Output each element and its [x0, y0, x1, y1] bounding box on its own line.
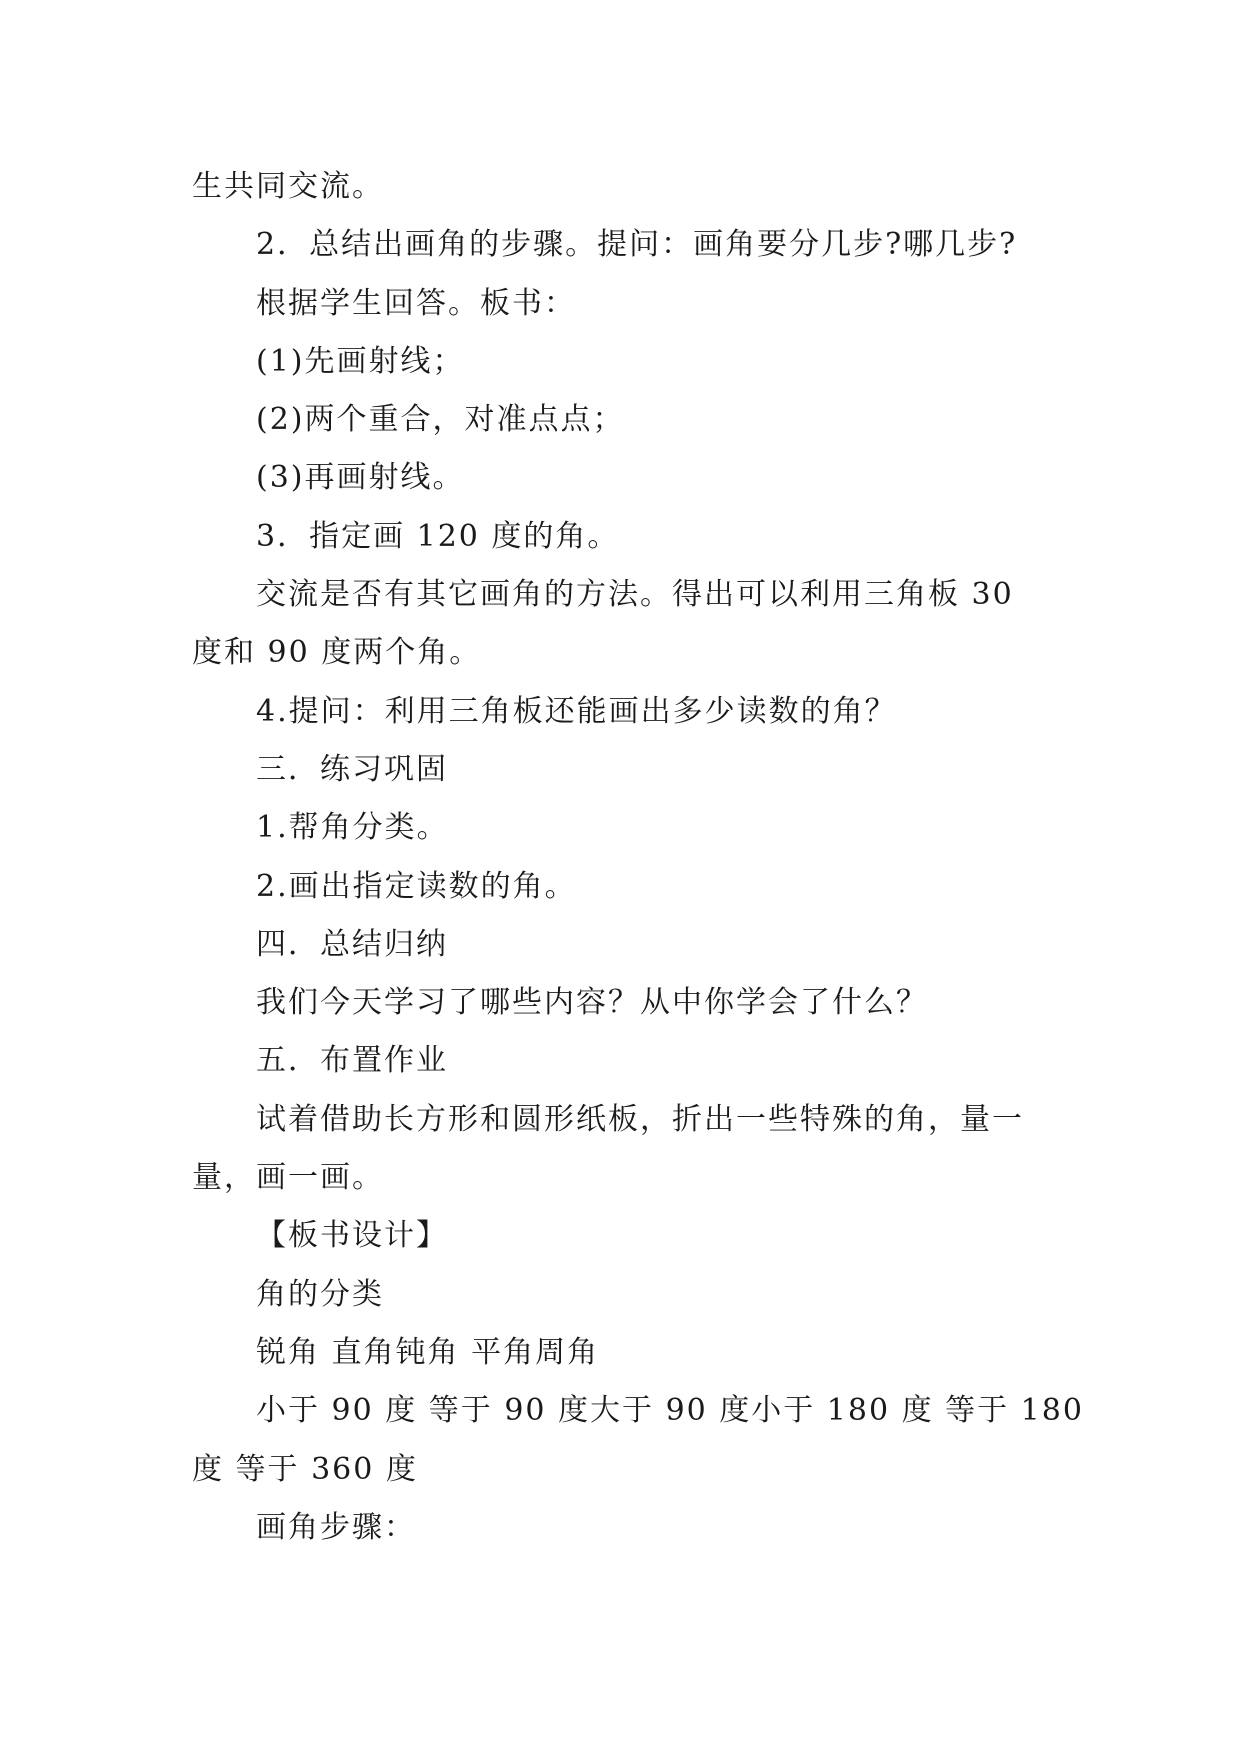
text-line: 3．指定画 120 度的角。 [256, 518, 620, 554]
text-line: 交流是否有其它画角的方法。得出可以利用三角板 30 [256, 577, 1014, 613]
text-line: 2.画出指定读数的角。 [256, 868, 577, 904]
text-line: 生共同交流。 [192, 169, 384, 204]
text-line: (3)再画射线。 [256, 460, 465, 496]
section-heading: 【板书设计】 [256, 1218, 448, 1254]
text-line: (1)先画射线； [256, 343, 465, 379]
text-line: 根据学生回答。板书： [256, 285, 576, 321]
text-line: 量，画一画。 [192, 1160, 384, 1196]
section-heading: 五．布置作业 [256, 1043, 448, 1079]
text-line: 4.提问：利用三角板还能画出多少读数的角？ [256, 693, 897, 729]
text-line: 画角步骤： [256, 1509, 416, 1545]
section-heading: 三．练习巩固 [256, 751, 448, 787]
text-line: 角的分类 [256, 1276, 384, 1312]
text-line: 我们今天学习了哪些内容？从中你学会了什么？ [256, 985, 928, 1021]
text-line: 度和 90 度两个角。 [192, 635, 482, 671]
text-line: 锐角 直角钝角 平角周角 [256, 1334, 600, 1370]
text-line: (2)两个重合，对准点点； [256, 402, 625, 438]
text-line: 1.帮角分类。 [256, 810, 449, 846]
section-heading: 四．总结归纳 [256, 926, 448, 962]
text-line: 度 等于 360 度 [192, 1451, 418, 1487]
document-body [192, 158, 1084, 1557]
text-line: 试着借助长方形和圆形纸板，折出一些特殊的角，量一 [256, 1101, 1024, 1137]
text-line: 小于 90 度 等于 90 度大于 90 度小于 180 度 等于 180 [256, 1393, 1084, 1429]
text-line: 2．总结出画角的步骤。提问：画角要分几步?哪几步? [256, 227, 1018, 263]
